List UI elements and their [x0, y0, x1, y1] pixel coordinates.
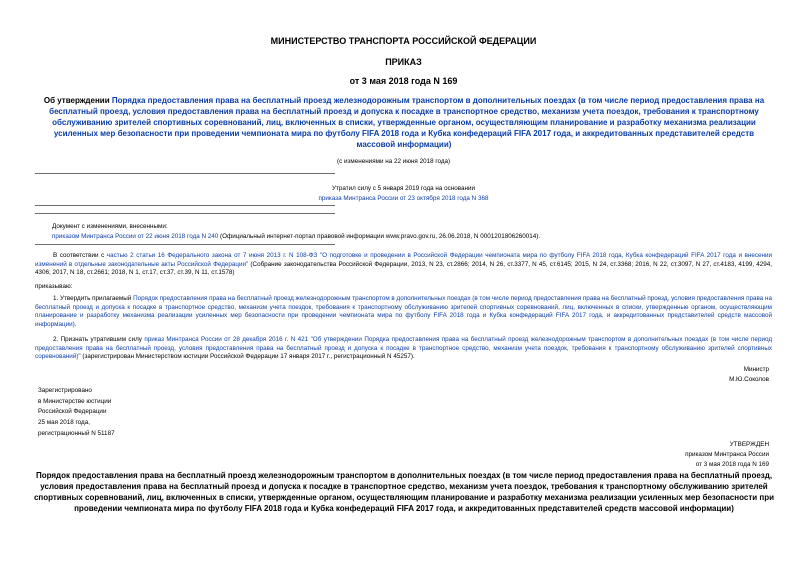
amendment-note: (с изменениями на 22 июня 2018 года) [337, 158, 451, 165]
document-date-number: от 3 мая 2018 года N 169 [349, 76, 458, 86]
procedure-title: Порядок предоставления права на бесплатный проезд железнодорожным транспортом в дополнительных поездах (в том числе период предоставления права на бесплатный проезд, условия предоставления права на бесплатный проезд и допуска к посадке в транспортное средство, механизм учета поездок, требования к транспортному обслуживанию зрителей спортивных соревнований, лиц, включенных в списки, утвержденные органом, осуществляющим планирование и разработку механизма реализации усиленных мер безопасности при проведении чемпионата мира по футболу FIFA 2018 года и Кубка конфедераций FIFA 2017 года, и аккредитованных представителей средств массовой информации) [33, 471, 775, 513]
preamble-text-1: В соответствии с [53, 252, 107, 259]
divider [35, 213, 335, 214]
divider [35, 244, 335, 245]
preamble-law-link[interactable]: частью 2 статьи 16 Федерального закона от 7 июня 2013 г. N 108-ФЗ "О подготовке и проведении в Российской Федерации чемпионата мира по футболу FIFA 2018 года, Кубка конфедераций FIFA 2017 года и внесении изменений в отдельные законодательные акты Российской Федерации" [35, 252, 773, 268]
registration-line: Зарегистрировано [38, 387, 92, 394]
registration-line: 25 мая 2018 года, [38, 419, 90, 426]
document-title [38, 95, 770, 150]
registration-line: в Министерстве юстиции [38, 398, 112, 405]
item-2-order-link[interactable]: приказ Минтранса России от 28 декабря 2016 г. N 421 "Об утверждении Порядка предоставления права на бесплатный проезд железнодорожным транспортом в дополнительных поездах (в том числе период предоставления права на бесплатный проезд, условия предоставления права на бесплатный проезд и допуска к посадке в транспортное средство, механизм учета поездок, требования к транспортному обслуживанию зрителей спортивных соревнований)" [35, 336, 772, 361]
signature-name: М.Ю.Соколов [729, 376, 769, 383]
item-1-paragraph [35, 295, 772, 329]
registration-line: регистрационный N 51187 [38, 430, 115, 437]
approved-line1: приказом Минтранса России [685, 451, 769, 458]
divider [35, 205, 335, 206]
item-2-text-1: 2. Признать утратившим силу [53, 336, 145, 343]
registration-line: Российской Федерации [38, 408, 107, 415]
approved-label: УТВЕРЖДЕН [729, 441, 769, 448]
title-prefix: Об утверждении [43, 96, 112, 105]
expired-note-link[interactable]: приказа Минтранса России от 23 октября 2018 года N 368 [318, 195, 489, 202]
document-type: ПРИКАЗ [385, 57, 422, 67]
preamble-text-2: (Собрание законодательства Российской Федерации, 2013, N 23, ст.2866; 2014, N 26, ст.3377, N 45, ст.6145; 2015, N 24, ст.3368; 2016, N 22, ст.3097, N 27, ст.4183, 4199, 4294, 4306; 2017, N 18, ст.2661; 2018, N 1, ст.17, ст.37, ст.39, N 11, ст.1578) [35, 260, 772, 277]
title-link-order[interactable]: Порядка предоставления права на бесплатный проезд железнодорожным транспортом в дополнительных поездах (в том числе период предоставления права на бесплатный проезд, условия предоставления права на бесплатный проезд и допуска к посадке в транспортное средство, механизм учета поездок, требования к транспортному обслуживанию зрителей спортивных соревнований, лиц, включенных в списки, утвержденные органом, осуществляющим планирование и разработку механизма реализации усиленных мер безопасности при проведении чемпионата мира по футболу FIFA 2018 года и Кубка конфедераций FIFA 2017 года, и аккредитованных представителей средств массовой информации) [49, 96, 765, 149]
divider [35, 173, 335, 174]
expired-note-line1: Утратил силу с 5 января 2019 года на основании [331, 185, 476, 192]
item-1-text-2: . [74, 320, 77, 328]
item-2-paragraph [35, 336, 772, 362]
preamble-paragraph [35, 252, 772, 278]
item-1-text-1: 1. Утвердить прилагаемый [53, 295, 134, 302]
changes-rest: (Официальный интернет-портал правовой информации www.pravo.gov.ru, 26.06.2018, N 0001201806260014). [218, 233, 541, 240]
changes-link[interactable]: приказом Минтранса России от 22 июня 2018 года N 240 [52, 233, 219, 240]
approved-line2: от 3 мая 2018 года N 169 [695, 461, 769, 468]
item-1-procedure-link[interactable]: Порядок предоставления права на бесплатный проезд железнодорожным транспортом в дополнительных поездах (в том числе период предоставления права на бесплатный проезд, условия предоставления права на бесплатный проезд и допуска к посадке в транспортное средство, механизм учета поездок, требования к транспортному обслуживанию зрителей спортивных соревнований, лиц, включенных в списки, утвержденные органом, осуществляющим планирование и разработку механизма реализации усиленных мер безопасности при проведении чемпионата мира по футболу FIFA 2018 года и Кубка конфедераций FIFA 2017 года, и аккредитованных представителей средств массовой информации) [35, 295, 772, 328]
signature-role: Министр [743, 366, 769, 373]
item-2-text-2: (зарегистрирован Министерством юстиции Российской Федерации 17 января 2017 г., регистрационный N 45257). [80, 353, 415, 361]
changes-label: Документ с изменениями, внесенными: [52, 223, 168, 230]
order-word: приказываю: [35, 283, 73, 290]
ministry-heading: МИНИСТЕРСТВО ТРАНСПОРТА РОССИЙСКОЙ ФЕДЕРАЦИИ [270, 36, 537, 46]
changes-text [52, 232, 772, 241]
